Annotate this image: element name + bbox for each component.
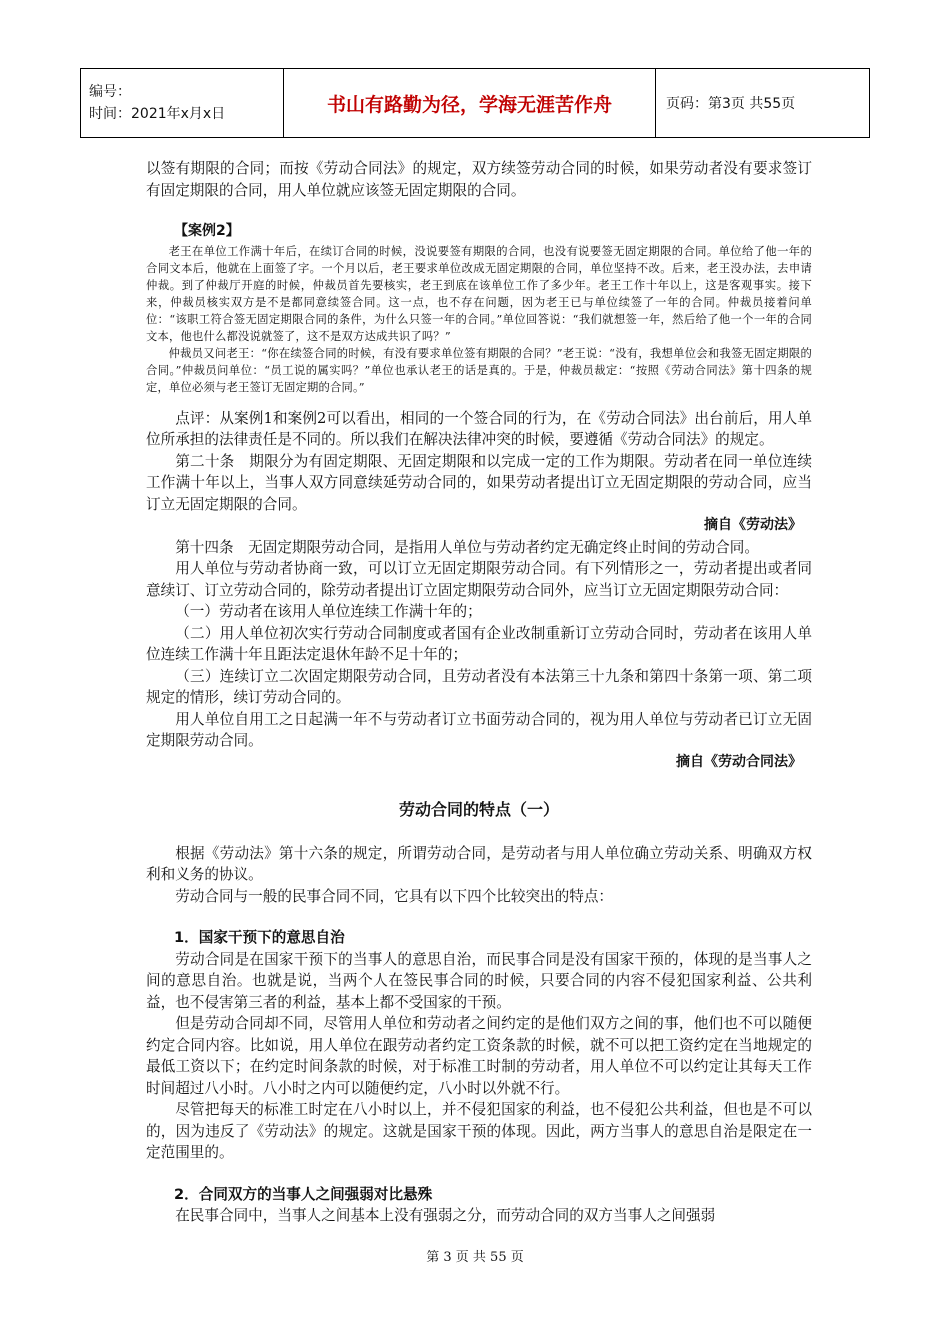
header-time: 时间：2021年x月x日 [89, 106, 226, 122]
comment-paragraph: 点评：从案例1和案例2可以看出，相同的一个签合同的行为，在《劳动合同法》出台前后，用人单位所承担的法律责任是不同的。所以我们在解决法律冲突的时候，要遵循《劳动合同法》的规定。 [146, 409, 812, 448]
header-meta [81, 69, 284, 138]
subsection-1-paragraph-3: 尽管把每天的标准工时定在八小时以上，并不侵犯国家的利益，也不侵犯公共利益，但也是不可以的，因为违反了《劳动法》的规定。这就是国家干预的体现。因此，两方当事人的意思自治是限定在一定范围里的。 [146, 1101, 812, 1161]
page-header [80, 68, 870, 138]
features-paragraph-1: 根据《劳动法》第十六条的规定，所谓劳动合同，是劳动者与用人单位确立劳动关系、明确双方权利和义务的协议。 [146, 844, 812, 883]
subsection-1-paragraph-2: 但是劳动合同却不同，尽管用人单位和劳动者之间约定的是他们双方之间的事，他们也不可以随便约定合同内容。比如说，用人单位在跟劳动者约定工资条款的时候，就不可以把工资约定在当地规定的最低工资以下；在约定时间条款的时候，对于标准工时制的劳动者，用人单位不可以约定让其每天工作时间超过八小时。八小时之内可以随便约定，八小时以外就不行。 [146, 1015, 812, 1097]
case-paragraph-1: 老王在单位工作满十年后，在续订合同的时候，没说要签有期限的合同，也没有说要签无固定期限的合同。单位给了他一年的合同文本后，他就在上面签了字。一个月以后，老王要求单位改成无固定期限的合同，单位坚持不改。后来，老王没办法，去申请仲裁。到了仲裁厅开庭的时候，仲裁员首先要核实，老王到底在该单位工作了多少年。老王工作十年以上，这是客观事实。接下来，仲裁员核实双方是不是都同意续签合同。这一点，也不存在问题，因为老王已与单位续签了一年的合同。仲裁员接着问单位：“该职工符合签无固定期限合同的条件，为什么只签一年的合同。”单位回答说：“我们就想签一年，然后给了他一个一年的合同文本，他也什么都没说就签了，这不是双方达成共识了吗？” [146, 244, 812, 343]
article-20: 第二十条 期限分为有固定期限、无固定期限和以完成一定的工作为期限。劳动者在同一单位连续工作满十年以上，当事人双方同意续延劳动合同的，如果劳动者提出订立无固定期限的劳动合同，应当订立无固定期限的合同。 [146, 452, 812, 513]
document-body [146, 158, 812, 1227]
subsection-2-paragraph-1: 在民事合同中，当事人之间基本上没有强弱之分，而劳动合同的双方当事人之间强弱 [175, 1207, 716, 1224]
article-14-paragraph-2: 用人单位与劳动者协商一致，可以订立无固定期限劳动合同。有下列情形之一，劳动者提出或者同意续订、订立劳动合同的，除劳动者提出订立固定期限劳动合同外，应当订立无固定期限劳动合同： [146, 560, 812, 599]
article-14-item-3: （三）连续订立二次固定期限劳动合同，且劳动者没有本法第三十九条和第四十条第一项、第二项规定的情形，续订劳动合同的。 [146, 667, 812, 706]
header-motto: 书山有路勤为径，学海无涯苦作舟 [284, 69, 656, 138]
article-14: 第十四条 无固定期限劳动合同，是指用人单位与劳动者约定无确定终止时间的劳动合同。 [175, 538, 759, 556]
article-14-item-2: （二）用人单位初次实行劳动合同制度或者国有企业改制重新订立劳动合同时，劳动者在该用人单位连续工作满十年且距法定退休年龄不足十年的； [146, 624, 812, 663]
subsection-2-title: 2．合同双方的当事人之间强弱对比悬殊 [174, 1185, 433, 1203]
article-14-item-1: （一）劳动者在该用人单位连续工作满十年的； [175, 603, 482, 620]
subsection-1-title: 1．国家干预下的意思自治 [174, 929, 345, 946]
case-text [146, 243, 812, 396]
page-footer: 第 3 页 共 55 页 [426, 1250, 524, 1265]
intro-paragraph: 以签有期限的合同；而按《劳动合同法》的规定，双方续签劳动合同的时候，如果劳动者没有要求签订有固定期限的合同，用人单位就应该签无固定期限的合同。 [146, 160, 812, 199]
source-labor-contract-law: 摘自《劳动合同法》 [676, 753, 802, 770]
header-page-info: 页码：第3页 共55页 [656, 69, 870, 138]
header-number: 编号： [89, 84, 131, 100]
section-title: 劳动合同的特点（一） [398, 800, 559, 819]
case-paragraph-2: 仲裁员又问老王：“你在续签合同的时候，有没有要求单位签有期限的合同？”老王说：“没有，我想单位会和我签无固定期限的合同。”仲裁员问单位：“员工说的属实吗？”单位也承认老王的话是真的。于是，仲裁员裁定：“按照《劳动合同法》第十四条的规定，单位必须与老王签订无固定期的合同。” [146, 346, 812, 394]
subsection-1-paragraph-1: 劳动合同是在国家干预下的当事人的意思自治，而民事合同是没有国家干预的，体现的是当事人之间的意思自治。也就是说，当两个人在签民事合同的时候，只要合同的内容不侵犯国家利益、公共利益，也不侵害第三者的利益，基本上都不受国家的干预。 [146, 950, 812, 1011]
features-paragraph-2: 劳动合同与一般的民事合同不同，它具有以下四个比较突出的特点： [175, 887, 614, 905]
case-title: 【案例2】 [174, 223, 240, 239]
article-14-paragraph-4: 用人单位自用工之日起满一年不与劳动者订立书面劳动合同的，视为用人单位与劳动者已订立无固定期限劳动合同。 [146, 710, 812, 749]
source-labor-law: 摘自《劳动法》 [704, 517, 802, 533]
